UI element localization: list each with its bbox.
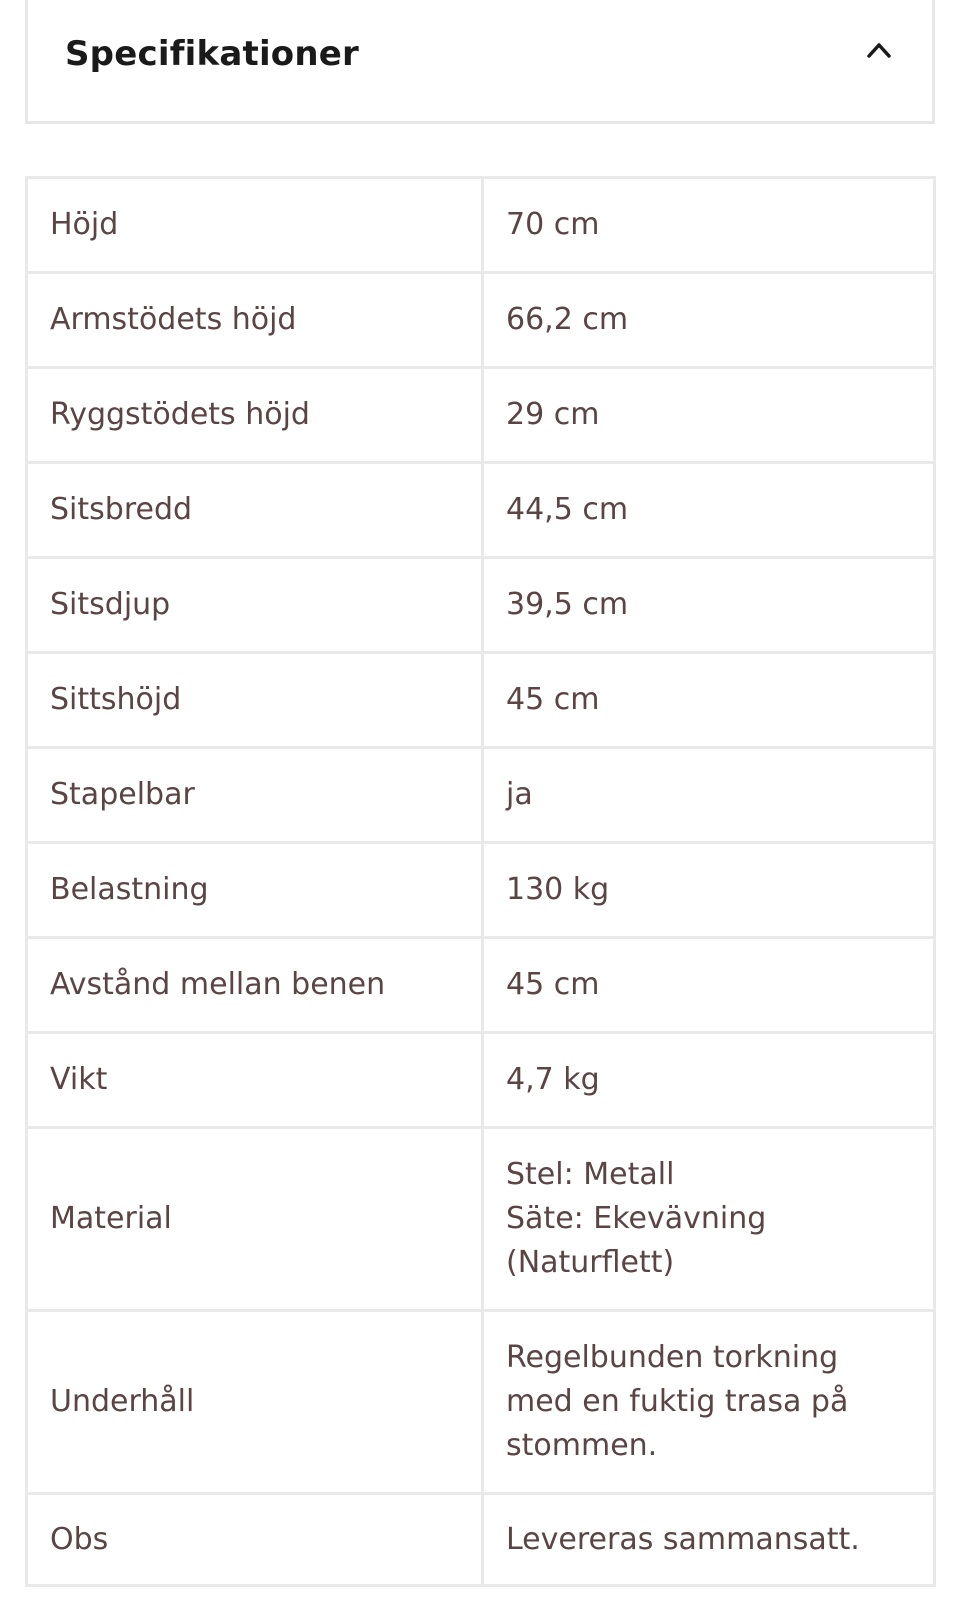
spec-value (483, 368, 935, 463)
spec-value-line: 66,2 cm (506, 302, 629, 337)
specifications-accordion-header[interactable] (25, 0, 935, 124)
spec-value (483, 938, 935, 1033)
spec-row (27, 938, 935, 1033)
specifications-table (25, 176, 936, 1587)
spec-label: Sittshöjd (27, 653, 483, 748)
spec-value (483, 558, 935, 653)
spec-value-line: Säte: Ekevävning (506, 1201, 767, 1236)
accordion-title: Specifikationer (65, 34, 359, 74)
spec-value (483, 273, 935, 368)
spec-value (483, 178, 935, 273)
spec-value (483, 463, 935, 558)
spec-label: Vikt (27, 1033, 483, 1128)
spec-label: Ryggstödets höjd (27, 368, 483, 463)
spec-label: Obs (27, 1494, 483, 1586)
spec-value-line: Regelbunden torkning (506, 1340, 839, 1375)
spec-row (27, 273, 935, 368)
spec-row (27, 558, 935, 653)
spec-value-line: Stel: Metall (506, 1157, 675, 1192)
spec-value-line: ja (506, 777, 533, 812)
spec-value (483, 1494, 935, 1586)
spec-label: Belastning (27, 843, 483, 938)
spec-label: Höjd (27, 178, 483, 273)
spec-value (483, 1128, 935, 1311)
spec-label: Stapelbar (27, 748, 483, 843)
spec-row (27, 1311, 935, 1494)
spec-row (27, 1494, 935, 1586)
spec-value (483, 1311, 935, 1494)
chevron-up-icon[interactable] (864, 38, 894, 62)
spec-value (483, 843, 935, 938)
spec-value (483, 748, 935, 843)
spec-value-line: 130 kg (506, 872, 610, 907)
spec-value-line: med en fuktig trasa på (506, 1384, 849, 1419)
spec-value-line: 4,7 kg (506, 1062, 600, 1097)
spec-value-line: 44,5 cm (506, 492, 629, 527)
spec-value-line: 29 cm (506, 397, 600, 432)
spec-label: Avstånd mellan benen (27, 938, 483, 1033)
spec-row (27, 653, 935, 748)
spec-row (27, 463, 935, 558)
spec-row (27, 1128, 935, 1311)
spec-value-line: Levereras sammansatt. (506, 1521, 860, 1557)
spec-row (27, 1033, 935, 1128)
spec-value-line: 70 cm (506, 207, 600, 242)
spec-value-line: (Naturflett) (506, 1245, 675, 1280)
spec-row (27, 368, 935, 463)
spec-label: Underhåll (27, 1311, 483, 1494)
spec-value (483, 653, 935, 748)
spec-label: Material (27, 1128, 483, 1311)
spec-row (27, 178, 935, 273)
spec-value-line: 39,5 cm (506, 587, 629, 622)
spec-label: Armstödets höjd (27, 273, 483, 368)
spec-row (27, 843, 935, 938)
spec-value-line: 45 cm (506, 682, 600, 717)
spec-value-line: stommen. (506, 1428, 658, 1463)
spec-value-line: 45 cm (506, 967, 600, 1002)
spec-row (27, 748, 935, 843)
spec-value (483, 1033, 935, 1128)
spec-label: Sitsbredd (27, 463, 483, 558)
spec-label: Sitsdjup (27, 558, 483, 653)
